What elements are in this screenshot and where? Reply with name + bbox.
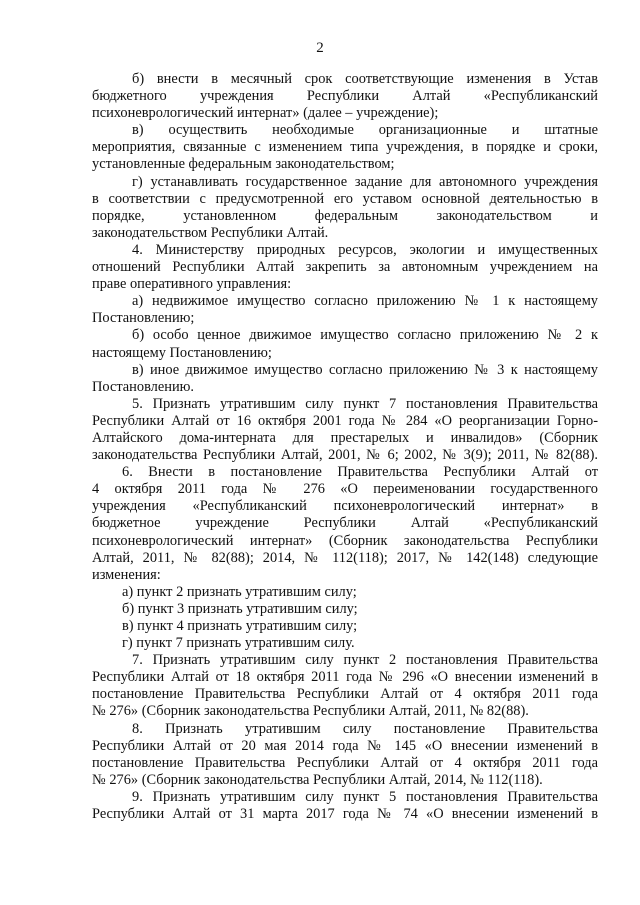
text-line: Республики Алтай от 16 октября 2001 года № 284 «О реорганизации Горно- bbox=[92, 412, 598, 429]
text-line: Республики Алтай от 31 марта 2017 года № 74 «О внесении изменений в bbox=[92, 806, 598, 823]
text-line: в соответствии с предусмотренной его уставом основной деятельностью в bbox=[92, 190, 598, 207]
text-line: психоневрологический интернат» (далее – учреждение); bbox=[92, 105, 439, 122]
text-line: а) пункт 2 признать утратившим силу; bbox=[122, 583, 357, 600]
text-line: бюджетного учреждения Республики Алтай «Республиканский bbox=[92, 88, 598, 105]
text-line: Республики Алтай от 18 октября 2011 года № 296 «О внесении изменений в bbox=[92, 669, 598, 686]
text-line: законодательства Республики Алтай, 2001, № 6; 2002, № 3(9); 2011, № 82(88). bbox=[92, 447, 598, 464]
text-line: настоящему Постановлению; bbox=[92, 344, 272, 361]
text-line: б) особо ценное движимое имущество согласно приложению № 2 к bbox=[132, 327, 598, 344]
text-line: праве оперативного управления: bbox=[92, 276, 292, 293]
text-line: Алтай, 2011, № 82(88); 2014, № 112(118); 2017, № 142(148) следующие bbox=[92, 549, 598, 566]
text-line: 8. Признать утратившим силу постановление Правительства bbox=[132, 720, 598, 737]
text-line: 9. Признать утратившим силу пункт 5 постановления Правительства bbox=[132, 788, 598, 805]
text-line: а) недвижимое имущество согласно приложению № 1 к настоящему bbox=[132, 293, 598, 310]
text-line: 7. Признать утратившим силу пункт 2 постановления Правительства bbox=[132, 652, 598, 669]
text-line: психоневрологический интернат» (Сборник законодательства Республики bbox=[92, 532, 598, 549]
text-line: изменения: bbox=[92, 566, 161, 583]
text-line: г) устанавливать государственное задание для автономного учреждения bbox=[132, 173, 598, 190]
text-line: б) пункт 3 признать утратившим силу; bbox=[122, 600, 358, 617]
text-line: Постановлению. bbox=[92, 378, 195, 395]
text-line: 4. Министерству природных ресурсов, экологии и имущественных bbox=[132, 241, 598, 258]
text-line: Республики Алтай от 20 мая 2014 года № 145 «О внесении изменений в bbox=[92, 737, 598, 754]
text-line: г) пункт 7 признать утратившим силу. bbox=[122, 635, 355, 652]
text-line: б) внести в месячный срок соответствующие изменения в Устав bbox=[132, 71, 598, 87]
text-line: Постановлению; bbox=[92, 310, 195, 327]
text-line: в) пункт 4 признать утратившим силу; bbox=[122, 618, 358, 634]
text-line: мероприятия, связанные с изменением типа учреждения, в порядке и сроки, bbox=[92, 139, 598, 156]
text-line: Алтайского дома-интерната для престарелых и инвалидов» (Сборник bbox=[92, 429, 598, 446]
text-line: учреждения «Республиканский психоневрологический интернат» в bbox=[92, 498, 598, 515]
text-line: постановление Правительства Республики Алтай от 4 октября 2011 года bbox=[92, 754, 598, 771]
text-line: в) иное движимое имущество согласно приложению № 3 к настоящему bbox=[132, 361, 598, 378]
page-number: 2 bbox=[316, 40, 324, 56]
text-line: 5. Признать утратившим силу пункт 7 постановления Правительства bbox=[132, 395, 598, 412]
text-line: 4 октября 2011 года № 276 «О переименовании государственного bbox=[92, 481, 598, 498]
text-line: законодательством Республики Алтай. bbox=[92, 224, 329, 241]
text-line: бюджетное учреждение Республики Алтай «Республиканский bbox=[92, 515, 598, 532]
text-line: отношений Республики Алтай закрепить за автономным учреждением на bbox=[92, 259, 598, 276]
text-line: № 276» (Сборник законодательства Республики Алтай, 2014, № 112(118). bbox=[92, 771, 543, 788]
body-text bbox=[92, 71, 598, 823]
text-line: 6. Внести в постановление Правительства Республики Алтай от bbox=[122, 464, 598, 481]
text-line: постановление Правительства Республики Алтай от 4 октября 2011 года bbox=[92, 686, 598, 703]
text-line: установленные федеральным законодательством; bbox=[92, 156, 395, 173]
text-line: № 276» (Сборник законодательства Республики Алтай, 2011, № 82(88). bbox=[92, 703, 529, 720]
text-line: порядке, установленном федеральным законодательством и bbox=[92, 207, 598, 224]
text-line: в) осуществить необходимые организационные и штатные bbox=[132, 122, 598, 139]
